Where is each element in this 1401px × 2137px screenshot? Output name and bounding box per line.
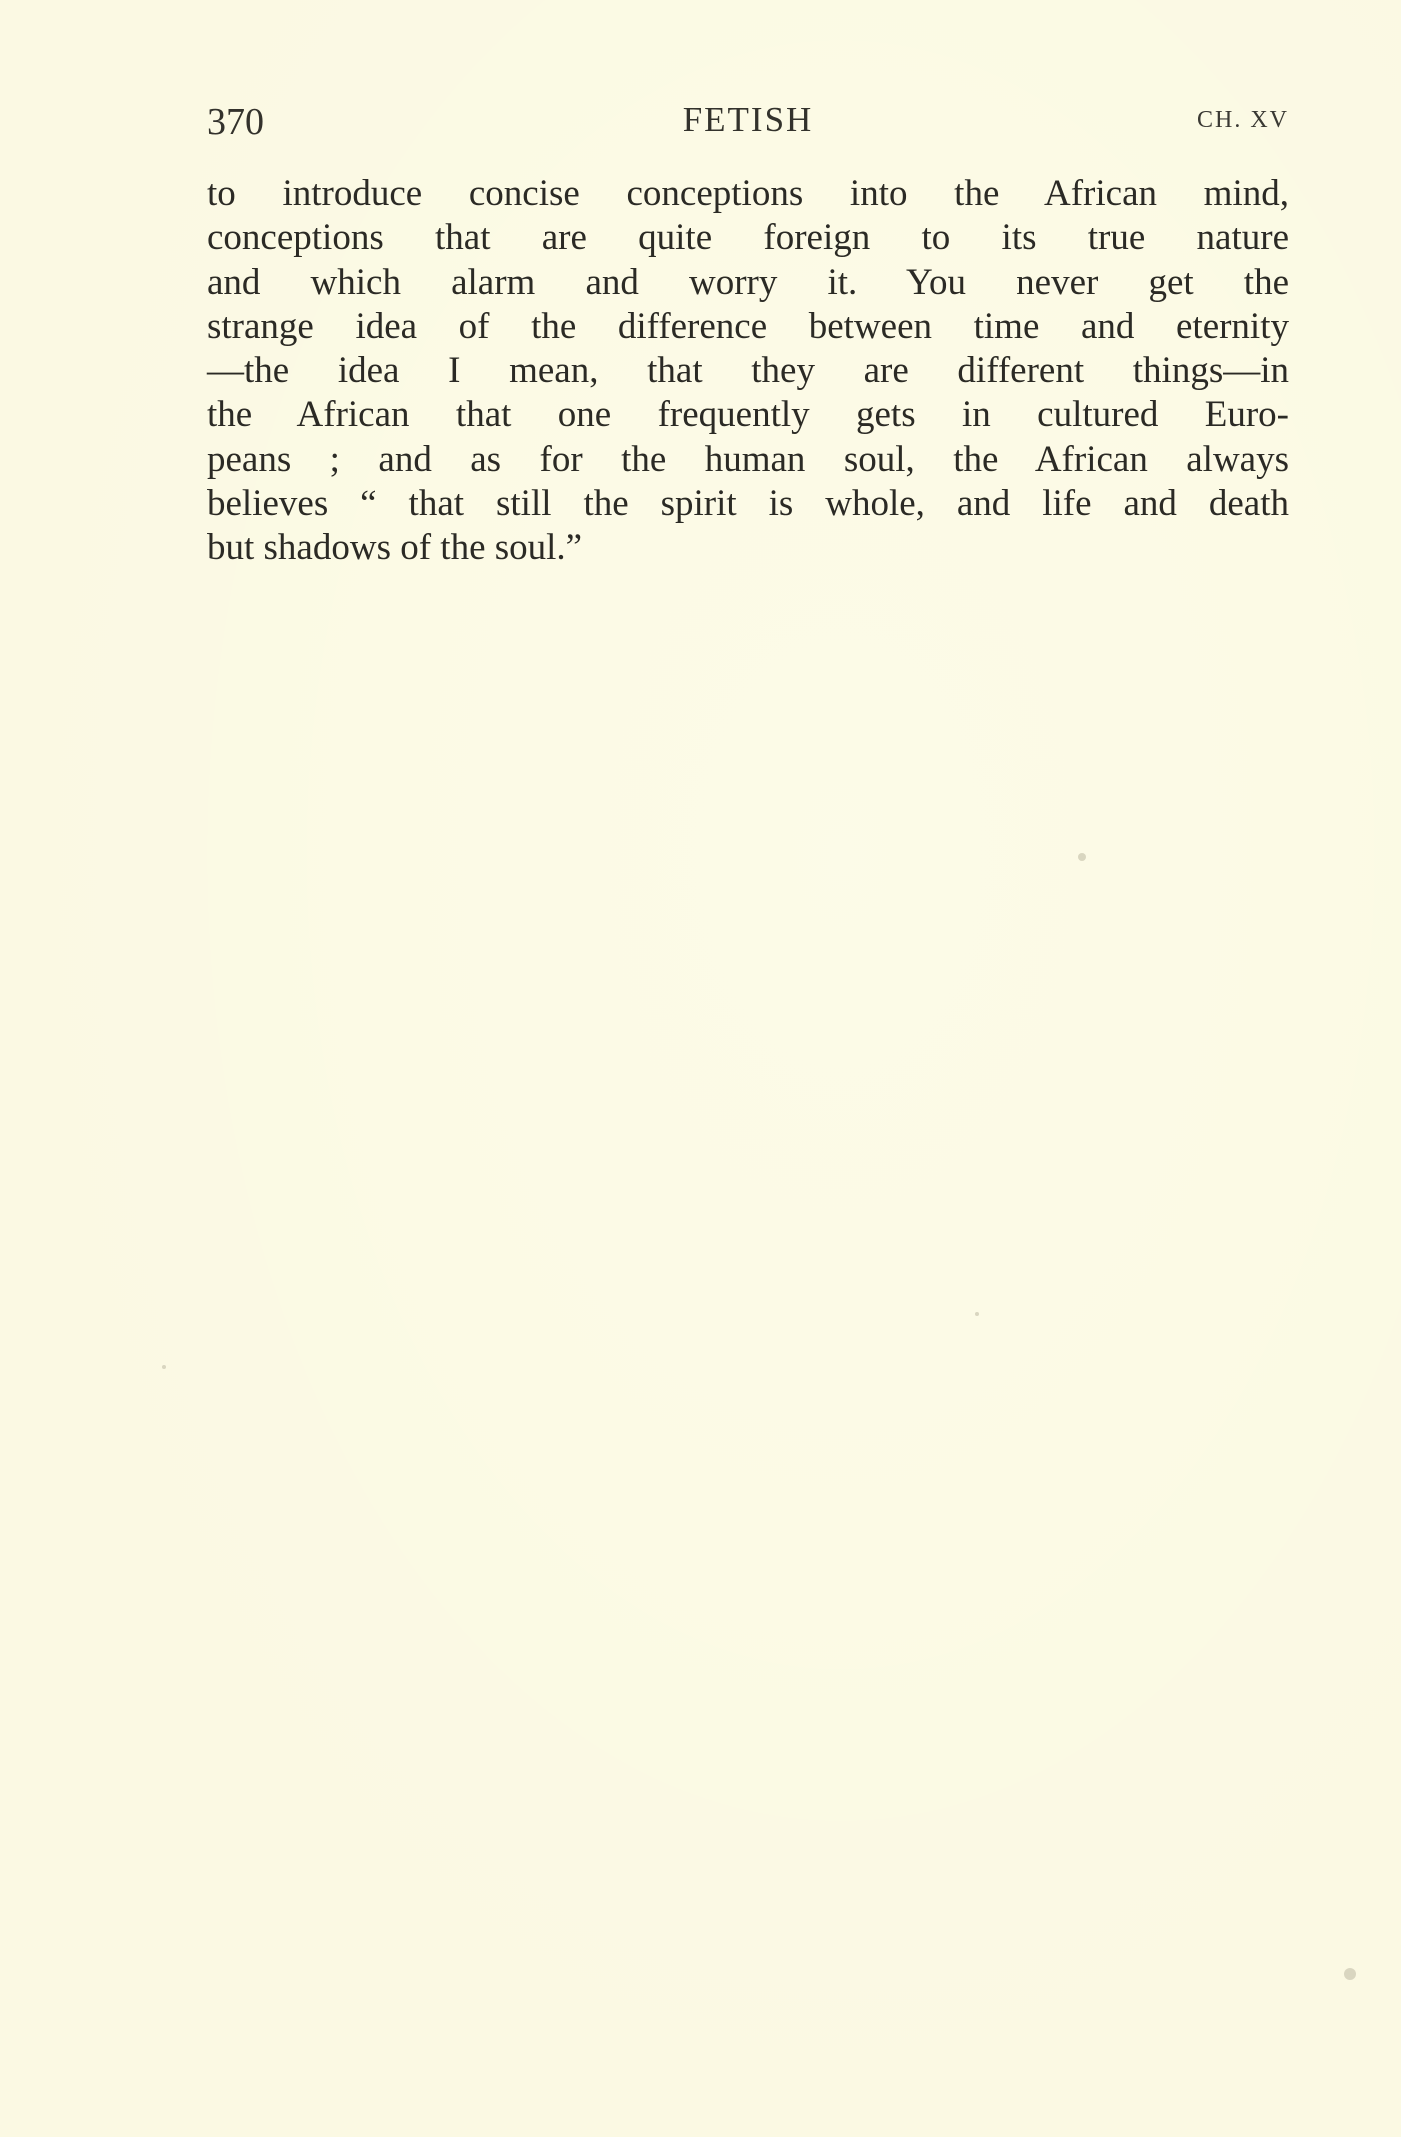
paper-speck	[975, 1312, 979, 1316]
paper-speck	[162, 1365, 166, 1369]
text-line: conceptions that are quite foreign to its true nature	[207, 217, 1289, 259]
chapter-reference: CH. XV	[1196, 107, 1289, 133]
running-title: FETISH	[682, 100, 814, 139]
text-line: to introduce concise conceptions into the African mind,	[207, 173, 1289, 214]
body-paragraph	[207, 172, 1289, 571]
paper-speck	[1344, 1968, 1356, 1980]
text-line: strange idea of the difference between time and eternity	[207, 305, 1289, 347]
text-line: —the idea I mean, that they are different things—in	[207, 350, 1289, 392]
text-line: but shadows of the soul.”	[207, 527, 583, 569]
text-line: the African that one frequently gets in cultured Euro-	[207, 394, 1289, 436]
page-number: 370	[207, 101, 264, 143]
text-line: believes “ that still the spirit is whole, and life and death	[207, 483, 1289, 525]
text-line: peans ; and as for the human soul, the African always	[207, 438, 1289, 480]
running-head	[207, 100, 1289, 150]
paper-speck	[1078, 853, 1086, 861]
text-line: and which alarm and worry it. You never get the	[207, 261, 1289, 303]
